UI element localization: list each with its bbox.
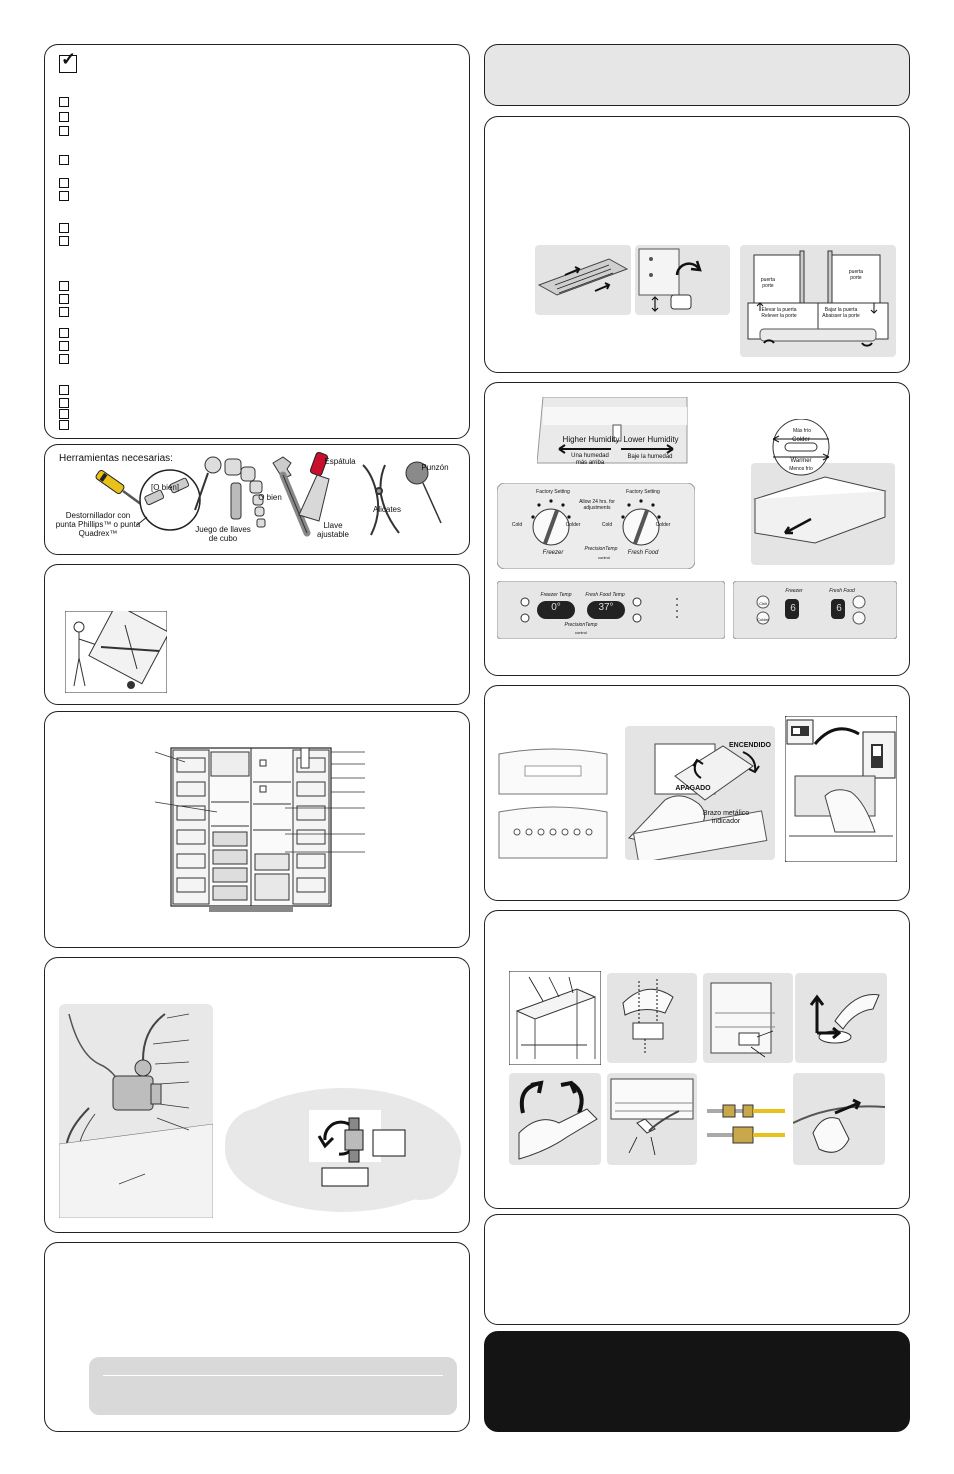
notes-panel [44,1242,470,1432]
mas-frio-label: Más frío [792,428,812,434]
higher-humidity-es-label: Una humedad más arriba [571,453,609,466]
header-panel [484,44,910,106]
checklist-panel [44,44,470,439]
digital-control-panel-2 [733,581,897,639]
controls-panel [484,382,910,676]
checkbox[interactable] [59,191,69,201]
control-label: control [597,555,610,560]
or-label-1: [O bien] [150,483,179,492]
dark-panel [484,1331,910,1432]
freezer-temp-label: Freezer Temp [540,592,572,598]
tools-panel [44,444,470,555]
leveling-screw-illustration [635,245,730,315]
step-8-illustration [793,1073,885,1165]
checkbox[interactable] [59,294,69,304]
control-label-2: control [574,630,587,635]
menos-frio-label: Menos frío [789,466,813,472]
step-7-illustration [703,1099,789,1155]
lower-door-label: Bajar la puerta Abaisser la porte [822,307,860,319]
socket-set-icon [195,457,265,527]
or-label-2: O bien [258,493,282,502]
chill-label: Chill [759,601,767,606]
freezer-door-icon [173,750,209,904]
fresh-food-dial-label: Fresh Food [627,550,659,556]
interior-panel [44,711,470,948]
factory-setting-label-2: Factory Setting [626,489,660,495]
warmer-label: Warmer [790,458,812,464]
factory-setting-label-1: Factory Setting [536,489,570,495]
water-line-fitting-icon [707,1105,785,1143]
screwdriver-label: Destornillador con punta Phillips™ o punta Quadrex™ [55,511,141,538]
bit-detail-icon [137,470,200,530]
colder-button-label: Colder [757,617,769,622]
awl-label: Punzón [421,463,449,472]
checkbox[interactable] [59,223,69,233]
checkbox[interactable] [59,112,69,122]
colder-label-2: Colder [655,522,671,528]
arm-label: Brazo metálico indicador [702,810,750,825]
door-label-1: puerta porte [760,277,776,289]
checkbox[interactable] [59,409,69,419]
lower-humidity-es-label: Baje la humedad [627,454,673,460]
checkbox[interactable] [59,236,69,246]
moving-panel [44,564,470,705]
water-valve-panel [44,957,470,1233]
checkbox[interactable] [59,155,69,165]
door-alignment-illustration [740,245,896,357]
cold-label-2: Cold [601,522,613,528]
icemaker-control-illustration [495,744,611,862]
filter-panel [484,910,910,1209]
step-4-illustration [795,973,887,1063]
fresh-food-label-2: Fresh Food [829,588,855,594]
icemaker-switch-illustration [785,716,897,862]
step-5-illustration [509,1073,601,1165]
precision-temp-label: PrecisionTemp [584,546,618,552]
grille-removal-illustration [535,245,631,315]
door-label-2: puerta porte [848,269,864,281]
checkbox[interactable] [59,126,69,136]
colder-label: Colder [792,437,810,443]
raise-door-label: Elevar la puerta Relever la porte [761,307,797,319]
on-label: ENCENDIDO [728,742,771,749]
fresh-food-door-icon [293,748,329,904]
freezer-value-2: 6 [790,603,796,614]
pliers-label: Alicates [372,505,401,514]
fresh-temp-value: 37° [598,602,614,613]
pliers-icon [363,465,399,535]
wrench-label: Llave ajustable [316,521,350,539]
crisper-drawer-illustration [751,419,895,565]
leveling-panel [484,116,910,373]
step-1-illustration [509,971,601,1065]
higher-humidity-label: Higher Humidity [562,435,620,444]
step-6-illustration [607,1073,697,1165]
checkbox[interactable] [59,385,69,395]
freezer-label-2: Freezer [785,588,803,594]
step-2-illustration [607,973,697,1063]
step-3-illustration [703,973,793,1063]
valve-illustration [59,1004,213,1218]
interior-illustration [155,742,415,920]
checkbox[interactable] [59,420,69,430]
lower-humidity-label: Lower Humidity [623,435,679,444]
checkbox[interactable] [59,398,69,408]
precision-temp-label-2: PrecisionTemp [564,622,598,628]
info-panel [484,1214,910,1325]
freezer-dial-label: Freezer [542,550,564,556]
fresh-temp-label: Fresh Food Temp [585,592,625,598]
spatula-label: Espátula [324,457,356,466]
freezer-temp-value: 0° [551,602,561,613]
checkbox[interactable] [59,341,69,351]
checkbox[interactable] [59,307,69,317]
freezer-compartment-icon [211,752,249,900]
cold-label-1: Cold [511,522,523,528]
socket-set-label: Juego de llaves de cubo [195,525,251,543]
note-box [89,1357,457,1415]
compression-fitting-illustration [221,1084,465,1216]
note-divider [103,1375,443,1376]
fresh-value-2: 6 [836,603,842,614]
off-label: APAGADO [675,785,711,792]
screwdriver-icon [95,469,145,507]
dolly-illustration [65,611,167,693]
big-checkmark-icon: ✓ [59,55,77,73]
checkbox[interactable] [59,281,69,291]
checkbox[interactable] [59,354,69,364]
colder-label-1: Colder [565,522,581,528]
allow-label: Allow 24 hrs. for adjustments [579,499,615,511]
checkbox[interactable] [59,178,69,188]
checkbox[interactable] [59,97,69,107]
checkbox[interactable] [59,328,69,338]
tools-title: Herramientas necesarias: [59,453,173,464]
icemaker-panel [484,685,910,901]
